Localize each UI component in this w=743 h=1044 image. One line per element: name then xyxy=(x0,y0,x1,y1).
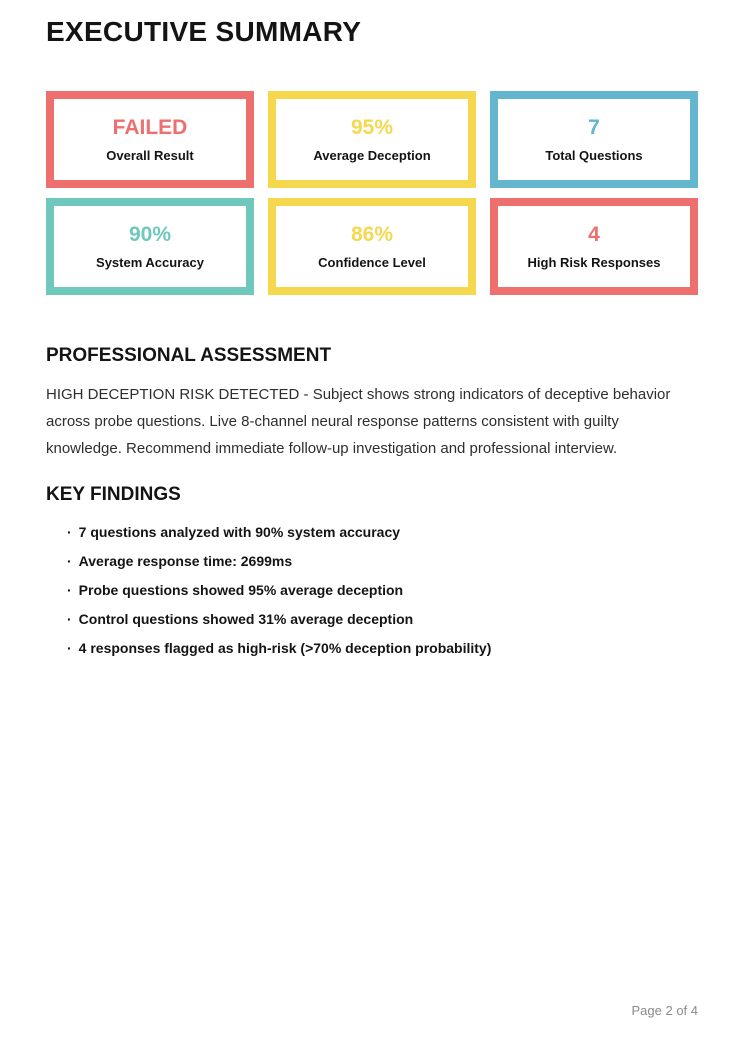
stat-card-average-deception xyxy=(268,91,476,188)
professional-assessment-body: HIGH DECEPTION RISK DETECTED - Subject shows strong indicators of deceptive behavior across probe questions. Live 8-channel neural response patterns consistent with guilty knowledge. Recommend immediate follow-up investigation and professional interview. xyxy=(46,386,671,457)
key-finding-item xyxy=(67,640,698,656)
stat-value: 95% xyxy=(350,115,394,139)
stat-card-overall-result xyxy=(46,91,254,188)
key-finding-text: Average response time: 2699ms xyxy=(78,553,293,569)
stat-label: System Accuracy xyxy=(96,254,204,270)
bullet-icon: · xyxy=(67,611,72,627)
key-finding-item xyxy=(67,524,698,540)
stat-card-confidence-level xyxy=(268,198,476,295)
key-findings-list xyxy=(46,524,698,656)
bullet-icon: · xyxy=(67,524,72,540)
professional-assessment-heading: PROFESSIONAL ASSESSMENT xyxy=(46,345,332,366)
stat-value: 4 xyxy=(588,222,600,246)
key-finding-text: Probe questions showed 95% average deception xyxy=(78,582,404,598)
stat-value: 90% xyxy=(128,222,172,246)
stat-label: Average Deception xyxy=(313,147,431,163)
page-number: Page 2 of 4 xyxy=(631,1003,698,1018)
stat-card-high-risk-responses xyxy=(490,198,698,295)
key-finding-text: 7 questions analyzed with 90% system accuracy xyxy=(78,524,401,540)
stat-card-total-questions xyxy=(490,91,698,188)
key-finding-item xyxy=(67,582,698,598)
stat-label: Total Questions xyxy=(545,147,643,163)
stat-value: 7 xyxy=(588,115,600,139)
bullet-icon: · xyxy=(67,553,72,569)
stat-label: Confidence Level xyxy=(318,254,426,270)
stat-value: FAILED xyxy=(112,115,188,139)
bullet-icon: · xyxy=(67,582,72,598)
stat-label: High Risk Responses xyxy=(527,254,661,270)
stat-value: 86% xyxy=(350,222,394,246)
stat-cards-grid xyxy=(46,91,698,295)
stat-card-system-accuracy xyxy=(46,198,254,295)
key-finding-text: 4 responses flagged as high-risk (>70% deception probability) xyxy=(78,640,492,656)
key-finding-item xyxy=(67,611,698,627)
bullet-icon: · xyxy=(67,640,72,656)
key-finding-text: Control questions showed 31% average deception xyxy=(78,611,414,627)
page-title: EXECUTIVE SUMMARY xyxy=(46,16,362,47)
stat-label: Overall Result xyxy=(106,147,194,163)
key-finding-item xyxy=(67,553,698,569)
page-content xyxy=(0,16,743,656)
key-findings-heading: KEY FINDINGS xyxy=(46,484,181,505)
